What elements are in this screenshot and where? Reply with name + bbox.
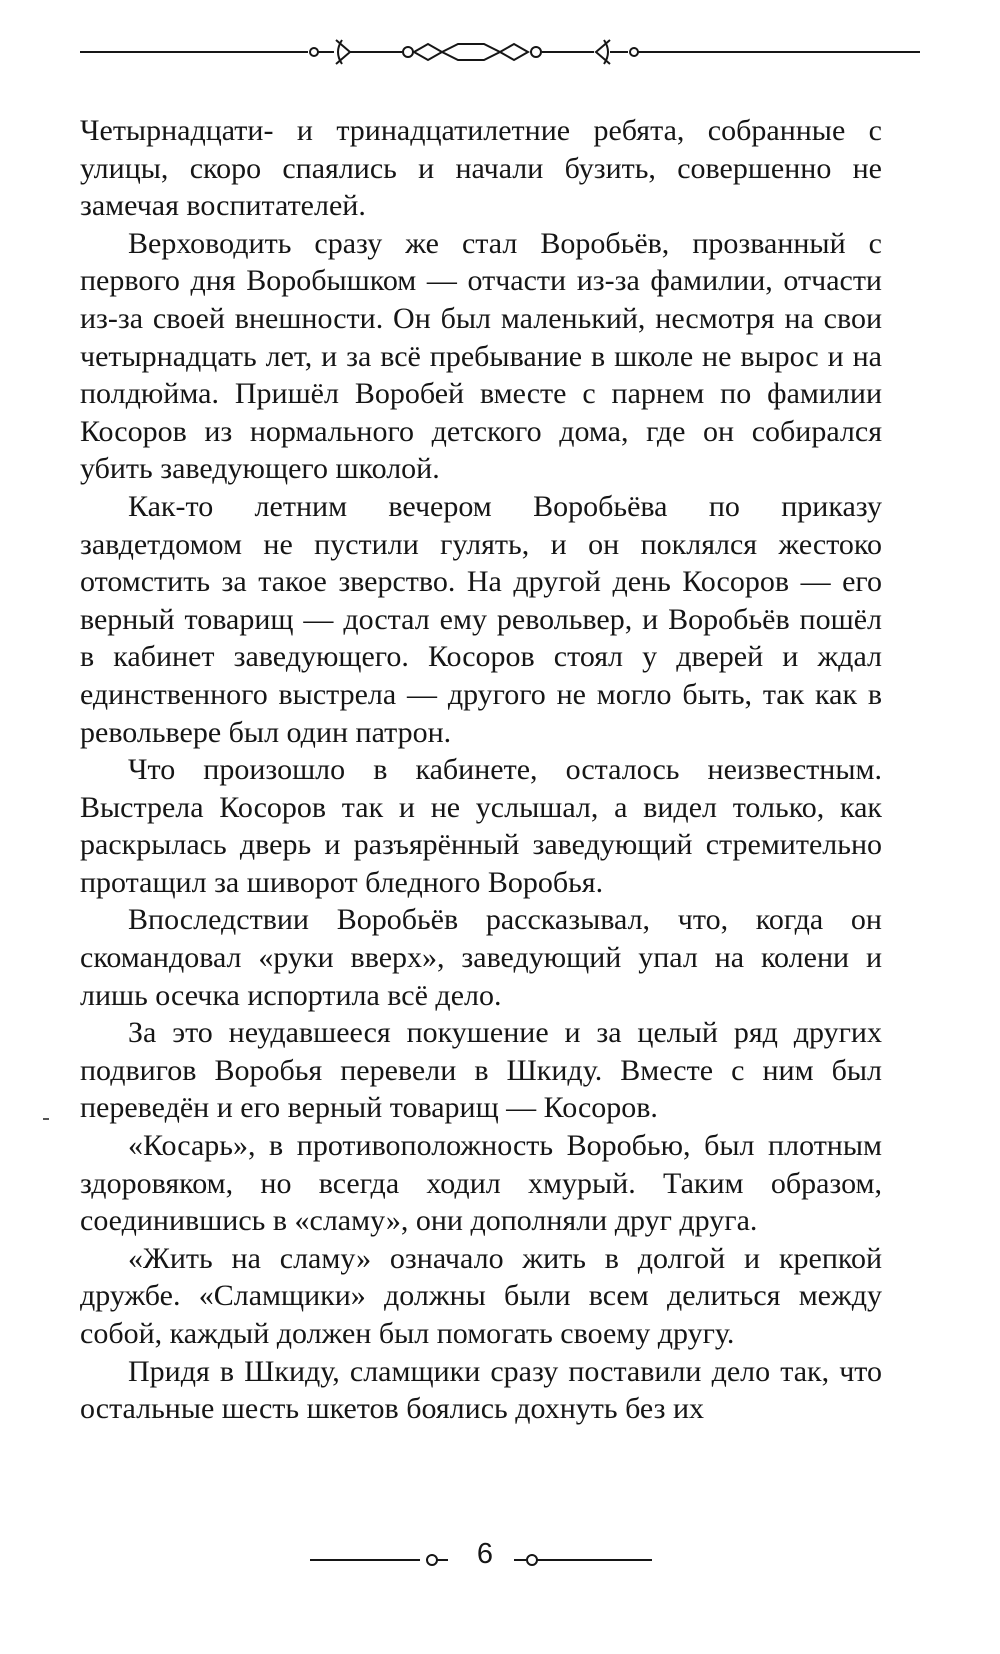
page-number: 6 (476, 1538, 494, 1570)
paragraph: «Жить на сламу» означало жить в долгой и крепкой дружбе. «Сламщики» должны были всем делиться между собой, каждый должен был помогать своему другу. (80, 1241, 882, 1350)
body-text (80, 112, 882, 1428)
paragraph: Придя в Шкиду, сламщики сразу поставили дело так, что остальные шесть шкетов боялись дохнуть без их (80, 1354, 882, 1426)
top-ornament-divider (80, 32, 920, 72)
paragraph: Верховодить сразу же стал Воробьёв, прозванный с первого дня Воробышком — отчасти из-за фамилии, отчасти из-за своей внешности. Он был маленький, несмотря на свои четырнадцать лет, и за всё пребывание в школе не вырос и на полдюйма. Пришёл Воробей вместе с парнем по фамилии Косоров из нормального детского дома, где он собирался убить заведующего школой. (80, 226, 882, 486)
paragraph: Четырнадцати- и тринадцатилетние ребята, собранные с улицы, скоро спаялись и начали бузить, совершенно не замечая воспитателей. (80, 114, 882, 223)
paragraph: Впоследствии Воробьёв рассказывал, что, когда он скомандовал «руки вверх», заведующий упал на колени и лишь осечка испортила всё дело. (80, 903, 882, 1012)
paragraph: Что произошло в кабинете, осталось неизвестным. Выстрела Косоров так и не услышал, а видел только, как раскрылась дверь и разъярённый заведующий стремительно протащил за шиворот бледного Воробья. (80, 753, 882, 899)
paragraph: За это неудавшееся покушение и за целый ряд других подвигов Воробья перевели в Шкиду. Вместе с ним был переведён и его верный товарищ — Косоров. (80, 1016, 882, 1125)
paragraph: Как-то летним вечером Воробьёва по приказу завдетдомом не пустили гулять, и он поклялся жестоко отомстить за такое зверство. На другой день Косоров — его верный товарищ — достал ему револьвер, и Воробьёв пошёл в кабинет заведующего. Косоров стоял у дверей и ждал единственного выстрела — другого не могло быть, так как в револьвере был один патрон. (80, 489, 882, 749)
page-number-ornament (0, 1540, 1000, 1580)
margin-mark (43, 1118, 49, 1120)
paragraph: «Косарь», в противоположность Воробью, был плотным здоровяком, но всегда ходил хмурый. Таким образом, соединившись в «сламу», они дополняли друг друга. (80, 1129, 882, 1238)
